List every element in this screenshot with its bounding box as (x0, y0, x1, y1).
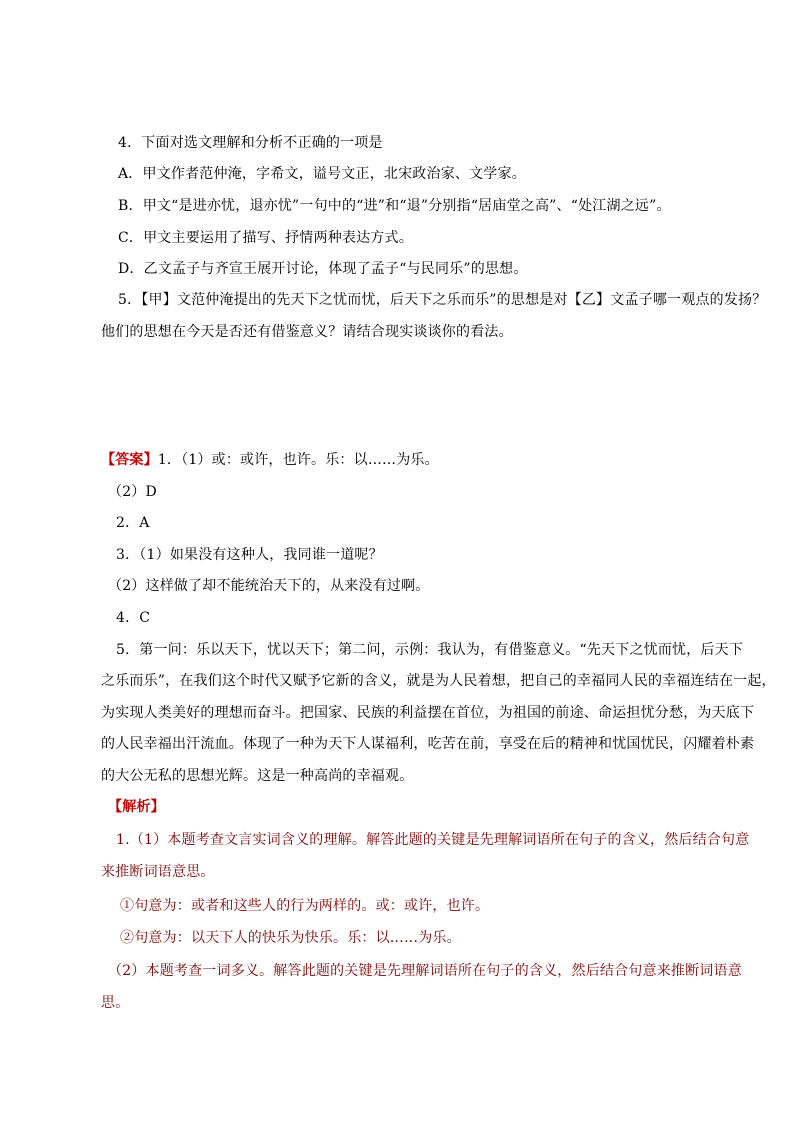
analysis-label: 【解析】 (108, 799, 165, 815)
question-5-line-1: 5．【甲】文范仲淹提出的先天下之忧而忧，后天下之乐而乐”的思想是对【乙】文孟子哪一观点的发扬？ (118, 292, 767, 308)
analysis-1-line-1: 1.（1）本题考查文言实词含义的理解。解答此题的关键是先理解词语所在句子的含义，然后结合句意 (116, 832, 750, 848)
analysis-line (108, 797, 708, 817)
question-5-line-2: 他们的思想在今天是否还有借鉴意义？请结合现实谈谈你的看法。 (101, 324, 513, 340)
answer-5-line-2: 之乐而乐”，在我们这个时代又赋予它新的含义，就是为人民着想，把自己的幸福同人民的幸福连结在一起， (101, 673, 776, 689)
answer-5-line-4: 的人民幸福出汗流血。体现了一种为天下人谋福利，吃苦在前，享受在后的精神和忧国忧民，闪耀着朴素 (101, 736, 755, 752)
answer-2: 2．A (116, 515, 150, 531)
answer-4: 4．C (116, 610, 151, 626)
answer-1-2: （2）D (108, 484, 157, 500)
answer-5-line-1: 5．第一问：乐以天下，忧以天下；第二问，示例：我认为，有借鉴意义。“先天下之忧而忧，后天下 (116, 642, 744, 658)
answer-3-1: 3．（1）如果没有这种人，我同谁一道呢？ (116, 547, 383, 563)
question-4-option-d: D．乙文孟子与齐宣王展开讨论，体现了孟子“与民同乐”的思想。 (118, 261, 528, 277)
answer-5-line-3: 为实现人类美好的理想而奋斗。把国家、民族的利益摆在首位，为祖国的前途、命运担忧分愁，为天底下 (101, 705, 755, 721)
analysis-2-line-2: 思。 (101, 995, 130, 1011)
answer-5-line-5: 的大公无私的思想光辉。这是一种高尚的幸福观。 (101, 768, 414, 784)
answer-3-2: （2）这样做了却不能统治天下的，从来没有过啊。 (108, 578, 430, 594)
question-4-option-a: A．甲文作者范仲淹，字希文，谥号文正，北宋政治家、文学家。 (118, 166, 526, 182)
analysis-1-line-2: 来推断词语意思。 (101, 864, 215, 880)
question-4: 4．下面对选文理解和分析不正确的一项是 (118, 135, 383, 151)
answer-1-1: 1．（1）或：或许，也许。乐：以……为乐。 (157, 452, 439, 468)
answer-label: 【答案】 (101, 452, 158, 468)
question-4-option-b: B．甲文“是进亦忧，退亦忧”一句中的“进”和“退”分别指“居庙堂之高”、“处江湖之远”。 (118, 198, 671, 214)
analysis-2-line-1: （2）本题考查一词多义。解答此题的关键是先理解词语所在句子的含义，然后结合句意来推断词语意 (108, 963, 742, 979)
question-4-option-c: C．甲文主要运用了描写、抒情两种表达方式。 (118, 230, 413, 246)
analysis-1-item-2: ②句意为：以天下人的快乐为快乐。乐：以……为乐。 (120, 930, 461, 946)
analysis-1-item-1: ①句意为：或者和这些人的行为两样的。或：或许，也许。 (120, 898, 490, 914)
answer-line-1 (101, 450, 701, 470)
